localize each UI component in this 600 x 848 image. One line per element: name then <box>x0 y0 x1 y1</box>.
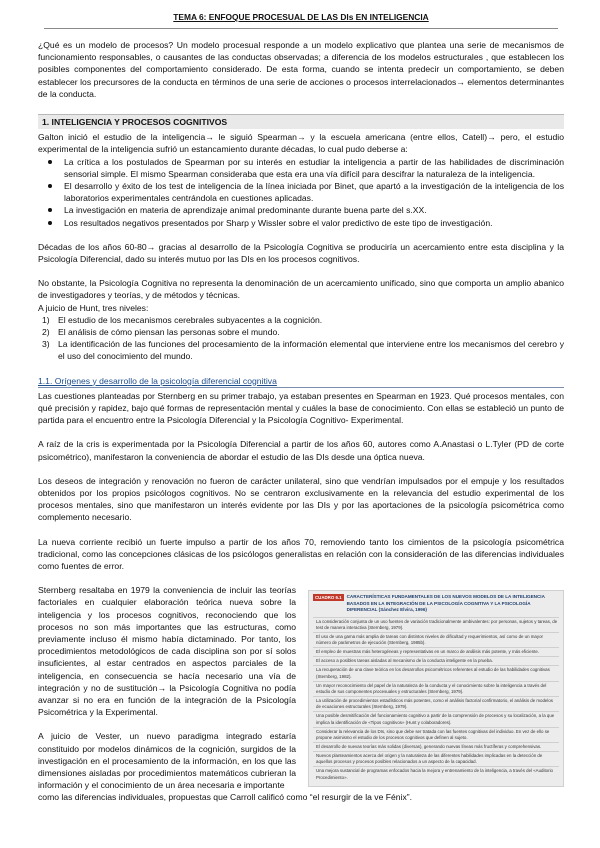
subsection-paragraph-5: Sternberg resaltaba en 1979 la conveniencia de incluir las teorías factoriales en cualquier elaboración teórica nueva sobre la inteligencia y los procesos cognitivos, reconociendo que los procesos no son más importantes que las estructuras, como previamente incluso él mismo había dictaminado. Por tanto, los procedimientos metodológicos de cada disciplina son por sí solos insuficientes, al estar centrados en aspectos parciales de la inteligencia, en consecuencia se hacía necesario una vía de integración y no de sustitución→ la Psicología Cognitiva no podía avanzar si no era en función de la integración de la Psicología Psicométrica y la Experimental. <box>38 585 296 718</box>
table-tag: CUADRO 6.1 <box>315 595 342 601</box>
subsection-paragraph-6: A juicio de Vester, un nuevo paradigma integrado estaría constituido por modelos dinámicos de la cognición, surgidos de la investigación en el procesamiento de la información, en los que las dimensiones aisladas por procedimientos matemáticos cubrieran la información y el conocimiento de un área necesaria e importante <box>38 731 296 791</box>
list-item: Los resultados negativos presentados por Sharp y Wissler sobre el valor predictivo de este tipo de investigación. <box>38 217 564 229</box>
table-row: Una mejora sustancial de programas enfocados hacia la mejora y entrenamiento de la inteligencia, a través del «Auditorio Procedimiento». <box>313 766 559 781</box>
table-row: La utilización de procedimientos estadísticos más potentes, como el análisis factorial confirmatorio, el análisis de modelos de ecuaciones estructurales (Sternberg, 1979). <box>313 696 559 711</box>
subsection-paragraph-1: Las cuestiones planteadas por Sternberg en su primer trabajo, ya estaban presentes en Spearman en 1923. Qué procesos mentales, con qué precisión y rapidez, bajo qué formas de representación mental y cuáles la base de conocimiento. Con ellas se estableció un punto de partida para el encuentro entre la Psicología Diferencial y la Psicología Cognitivo- Experimental. <box>38 390 564 426</box>
section1-paragraph-2: Décadas de los años 60-80→ gracias al desarrollo de la Psicología Cognitiva se produciría un acercamiento entre esta disciplina y la Psicología Diferencial, dado su interés mutuo por las DIs en los procesos cognitivos. <box>38 241 564 264</box>
table-row: El acceso a posibles tareas aisladas al mecanismo de la conducta inteligente en la prueba. <box>313 656 559 665</box>
subsection-paragraph-4: La nueva corriente recibió un fuerte impulso a partir de los años 70, removiendo tanto los cimientos de la psicología psicométrica tradicional, como las concepciones clásicas de los psicólogos generalistas en relación con la consideración de las diferencias individuales como fuentes de error. <box>38 536 564 572</box>
section-heading-1: 1. INTELIGENCIA Y PROCESOS COGNITIVOS <box>38 114 564 129</box>
two-column-block <box>38 584 564 791</box>
section1-paragraph-4: A juicio de Hunt, tres niveles: <box>38 302 149 313</box>
list-item: El desarrollo y éxito de los test de inteligencia de la línea iniciada por Binet, que apartó a la investigación de la inteligencia de los laboratorios experimentales centrándola en cuestiones aplicadas. <box>38 180 564 204</box>
reasons-list <box>38 156 564 229</box>
table-row: La recuperación de una clave teórica en los desarrollos psicométricos referentes al estudio de las habilidades cognitivas (Sternberg, 1982). <box>313 665 559 680</box>
list-item: 3) La identificación de las funciones del procesamiento de la información elemental que interviene entre los mecanismos del cerebro y el uso del conocimiento del mundo. <box>42 339 564 362</box>
list-item: La investigación en materia de aprendizaje animal predominante durante buena parte del s.XX. <box>38 204 564 216</box>
list-item: La crítica a los postulados de Spearman por su interés en estudiar la inteligencia a partir de las habilidades de discriminación sensorial simple. El mismo Spearman consideraba que esta era una vía difícil para descifrar la naturaleza de la inteligencia. <box>38 156 564 180</box>
right-column <box>308 584 564 791</box>
list-item: 2) El análisis de cómo piensan las personas sobre el mundo. <box>42 326 280 337</box>
summary-table <box>308 590 564 787</box>
table-row: Un mayor reconocimiento del papel de la naturaleza de la conducta y el conocimiento sobre la inteligencia a través del estudio de sus componentes procesuales y estructurales (Sternberg, 1979). <box>313 681 559 696</box>
left-column <box>38 584 296 791</box>
section1-paragraph-3: No obstante, la Psicología Cognitiva no representa la denominación de un acercamiento unificado, sino que comporta un amplio abanico de investigadores y teorías, y de métodos y técnicas. <box>38 278 564 301</box>
subsection-heading-1-1: 1.1. Orígenes y desarrollo de la psicología diferencial cognitiva <box>38 375 564 388</box>
table-title: CARACTERÍSTICAS FUNDAMENTALES DE LOS NUEVOS MODELOS DE LA INTELIGENCIA BASADOS EN LA INTEGRACIÓN DE LA PSICOLOGÍA COGNITIVA Y LA PSICOLOGÍA DIFERENCIAL (Sánchez Elvira, 1996) <box>346 594 545 613</box>
page-title: TEMA 6: ENFOQUE PROCESUAL DE LAS DIs EN INTELIGENCIA <box>173 12 429 22</box>
list-item: 1) El estudio de los mecanismos cerebrales subyacentes a la cognición. <box>42 314 323 325</box>
title-divider <box>44 28 558 29</box>
table-row: El desarrollo de nuevas teorías más solidas (diversas), generando nuevas líneas más fructíferas y comprehensivas. <box>313 742 559 751</box>
levels-list <box>38 314 564 363</box>
subsection-paragraph-6-end: como las diferencias individuales, propuestas que Carroll calificó como “el resurgir de la ve Fénix”. <box>38 792 412 803</box>
table-row: El empleo de muestras más heterogéneas y representativas en un marco de análisis más potente, y más eficiente. <box>313 647 559 656</box>
table-row: El uso de una gama más amplia de tareas con distintos niveles de dificultad y requerimientos, así como de un mayor número de parámetros de ejecución (Sternberg, 1985b). <box>313 632 559 647</box>
intro-paragraph: ¿Qué es un modelo de procesos? Un modelo procesual responde a un modelo explicativo que plantea una serie de mecanismos de funcionamiento responsables, o causantes de las conductas observadas; a diferencia de los modelos estructurales , que establecen los posibles componentes del comportamiento considerado. De esta forma, cuando se intenta predecir un comportamiento, se deben establecer los precursores de la conducta en términos de una serie de acciones o procesos interrelacionados→ elementos determinantes de la conducta. <box>38 39 564 99</box>
subsection-paragraph-2: A raíz de la cris is experimentada por la Psicología Diferencial a partir de los años 60, autores como A.Anastasi o L.Tyler (PD de corte psicométrico), manifestaron la conveniencia de abordar el estudio de las DIs desde una óptica nueva. <box>38 439 564 462</box>
table-row: La consideración conjunta de un uso fuentes de variación tradicionalmente ambivalentes: por personas, sujetos y tareas, de test de manera interactiva (Sternberg, 1979). <box>313 617 559 632</box>
table-row: Considerar la relevancia de los DIs, sino que debe ser tratada con las fuentes cognitivas del individuo. En vez de ello se propone asimismo el estudio de los procesos cognitivos que definen al sujeto. <box>313 727 559 742</box>
table-header <box>313 594 559 613</box>
section1-lead: Galton inició el estudio de la inteligencia→ le siguió Spearman→ y la escuela americana (entre ellos, Catell)→ pero, el estudio experimental de la inteligencia sufrió un estancamiento durante décadas, lo cual pudo deberse a: <box>38 132 564 155</box>
table-row: Una posible desmitificación del funcionamiento cognitivo a partir de la comprensión de procesos y su localización, a la que implica la identificación de «Tipos cognitivos» (Hunt y colaboradores). <box>313 711 559 726</box>
table-row: Nuevos planteamientos acerca del origen y la naturaleza de las diferentes habilidades implicadas en la detección de aquellos procesos y procesos posibles relacionados a un aspecto de la capacidad. <box>313 751 559 766</box>
subsection-paragraph-3: Los deseos de integración y renovación no fueron de carácter unilateral, sino que vendrían impulsados por el empuje y los resultados obtenidos por los propios psicólogos cognitivos. No se centraron exclusivamente en la relevancia del estudio experimental de los procesos mentales, sino que manifestaron un interés evidente por las DIs y por las aportaciones de la psicología psicométrica como complemento necesario. <box>38 475 564 523</box>
